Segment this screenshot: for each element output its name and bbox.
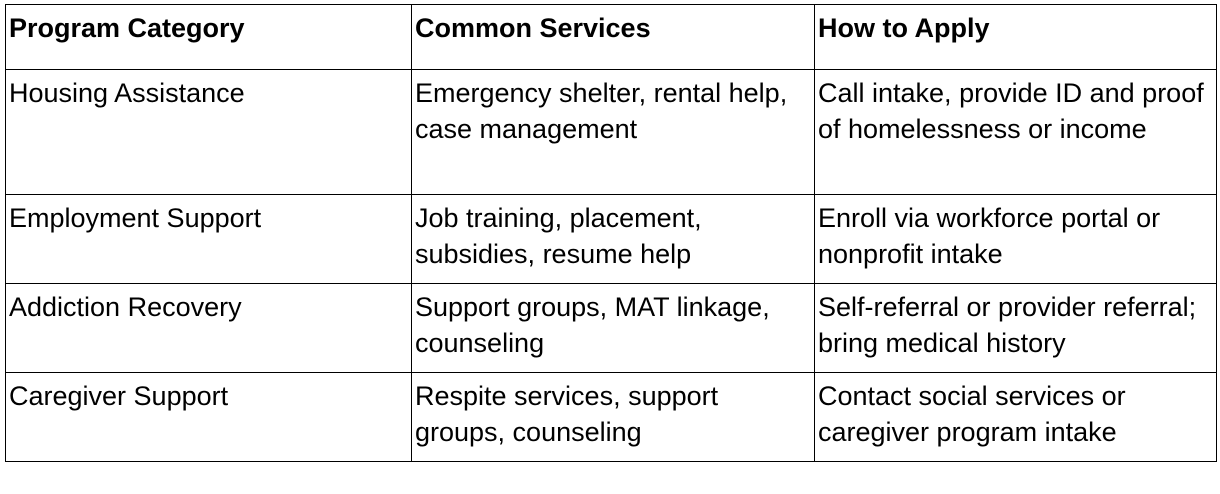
programs-table xyxy=(5,4,1217,462)
table-row xyxy=(6,70,1217,195)
cell-common-services: Emergency shelter, rental help, case management xyxy=(412,70,815,195)
cell-program-category: Addiction Recovery xyxy=(6,284,412,373)
cell-how-to-apply: Enroll via workforce portal or nonprofit intake xyxy=(815,195,1217,284)
table-row xyxy=(6,284,1217,373)
table-header-row xyxy=(6,5,1217,70)
cell-program-category: Housing Assistance xyxy=(6,70,412,195)
cell-common-services: Support groups, MAT linkage, counseling xyxy=(412,284,815,373)
cell-how-to-apply: Call intake, provide ID and proof of homelessness or income xyxy=(815,70,1217,195)
table-row xyxy=(6,195,1217,284)
header-common-services: Common Services xyxy=(412,5,815,70)
header-program-category: Program Category xyxy=(6,5,412,70)
cell-program-category: Employment Support xyxy=(6,195,412,284)
programs-table-container xyxy=(5,4,1217,462)
cell-common-services: Job training, placement, subsidies, resume help xyxy=(412,195,815,284)
cell-common-services: Respite services, support groups, counseling xyxy=(412,373,815,462)
cell-program-category: Caregiver Support xyxy=(6,373,412,462)
cell-how-to-apply: Contact social services or caregiver program intake xyxy=(815,373,1217,462)
header-how-to-apply: How to Apply xyxy=(815,5,1217,70)
cell-how-to-apply: Self-referral or provider referral; bring medical history xyxy=(815,284,1217,373)
table-row xyxy=(6,373,1217,462)
